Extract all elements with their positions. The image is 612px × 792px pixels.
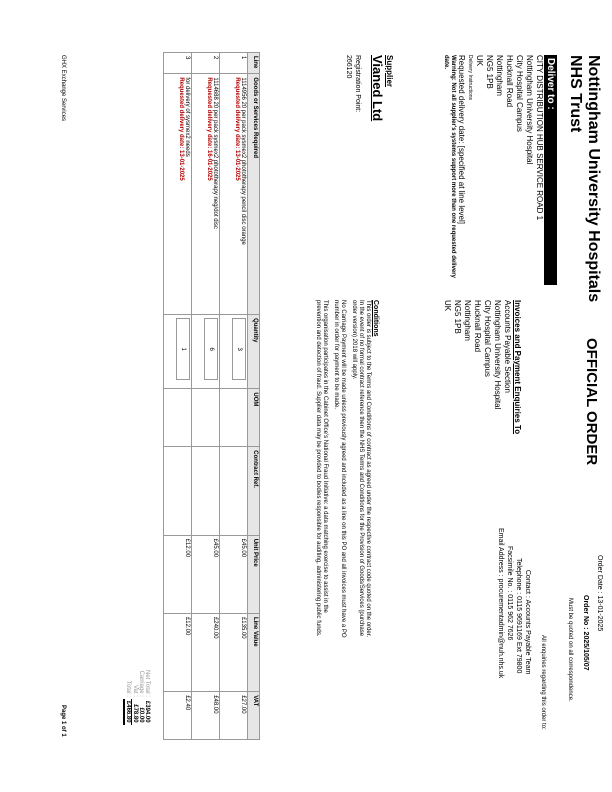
col-line: Line [248, 53, 260, 74]
line-value-value: £12.00 [164, 613, 192, 691]
totals-block [123, 668, 150, 725]
uom-value [164, 389, 192, 447]
deliver-line: CITY DISTRIBUTION HUB SERVICE ROAD 1 [535, 55, 544, 221]
page-number: Page 1 of 1 [60, 705, 66, 737]
supplier-block [344, 55, 394, 121]
table-row [164, 53, 192, 740]
grand-total-value: £466.80 [125, 700, 131, 723]
invoice-label: Invoices and Payment Enquiries To [513, 300, 522, 435]
quantity-value: 6 [204, 318, 218, 380]
uom-value [192, 389, 220, 447]
deliver-line: Nottingham University Hospital [525, 55, 534, 165]
col-line-value: Line Value [248, 613, 260, 691]
quantity-cell [164, 315, 192, 389]
contact-name: Contact : Accounts Payable Team [524, 569, 531, 675]
requested-date: Requested delivery date: 13-01-2025 [234, 77, 240, 181]
quantity-cell [192, 315, 220, 389]
invoice-line: NG5 1PB [453, 300, 462, 334]
deliver-line: Hucknall Road [505, 55, 514, 108]
line-number: 1 [220, 53, 248, 74]
conditions-block [314, 300, 380, 640]
quantity-value: 3 [232, 318, 246, 380]
contact-fax: Facsimile No. : 0115 962 7626 [506, 546, 513, 641]
uom-value [220, 389, 248, 447]
unit-price-value: £45.00 [192, 535, 220, 613]
line-number: 2 [192, 53, 220, 74]
order-lines-table [163, 52, 260, 740]
deliver-to-block [442, 55, 557, 285]
contract-ref-value [192, 447, 220, 535]
col-uom: UOM [248, 389, 260, 447]
invoice-line: Accounts Payable Section [503, 300, 512, 393]
quantity-cell [220, 315, 248, 389]
requested-date: Requested delivery date: 13-01-2025 [178, 77, 184, 181]
page-title: OFFICIAL ORDER [583, 338, 600, 466]
line-number: 3 [164, 53, 192, 74]
col-unit-price: Unit Price [248, 535, 260, 613]
net-total-label: Net Total : [144, 670, 150, 697]
contact-block [538, 635, 547, 730]
delivery-instructions-label: Delivery Instructions [467, 55, 473, 101]
contact-intro: All enquiries regarding this order to: [540, 635, 546, 730]
vat-value: £27.00 [220, 692, 248, 740]
deliver-line: NG5 1PB [485, 55, 494, 89]
conditions-p1: This order is subject to the Terms and Conditions of contract as agreed under the respective contract code quoted on the order. In the event of no formal contract reference then the NHS Terms and Conditions for the Provision of Goods/Services (purchase order version) 2018 will apply. [351, 300, 371, 638]
delivery-warning: Warning: Not all supplier's systems support more than one requested delivery date. [443, 55, 456, 278]
unit-price-value: £45.00 [220, 535, 248, 613]
grand-total-label: Total : [124, 680, 131, 697]
goods-description: 1114956 20 per pack sysmex2 phototherapy pencil disc orange [240, 77, 246, 245]
vat-value: £48.00 [192, 692, 220, 740]
col-quantity: Quantity [248, 315, 260, 389]
col-goods: Goods or Services Required [248, 74, 260, 315]
goods-cell [164, 74, 192, 315]
invoice-block [442, 300, 522, 500]
order-number: Order No : 2025/105/07 [582, 595, 589, 671]
invoice-line: Nottingham [463, 300, 472, 341]
contact-email: Email Address : procurementadmin@nuh.nhs.uk [497, 528, 504, 679]
contract-ref-value [220, 447, 248, 535]
footer-left: GHX Exchange Services [60, 55, 66, 122]
contact-details [496, 528, 532, 678]
table-header-row [248, 53, 260, 740]
invoice-line: Hucknall Road [473, 300, 482, 353]
org-name-line1: Nottingham University Hospitals [585, 55, 602, 303]
org-name-line2: NHS Trust [567, 55, 584, 133]
requested-date: Requested delivery date: 16-01-2025 [206, 77, 212, 181]
net-total-value: £394.00 [144, 700, 150, 723]
conditions-p3: This organisation participates in the Cabinet Office's National Fraud Initiative: a data matching exercise to assist in the prevention and detection of fraud. Supplier data may be provided to bodies responsible for auditing, administering public funds. [315, 300, 328, 637]
contact-telephone: Telephone : 0115 9691169 Ext 79800 [515, 558, 522, 674]
conditions-p2: No Carriage Payment will be made unless previously agreed and included as a line on this PO and all invoices must have a PO number in order for payment to be made. [333, 300, 346, 638]
vat-total-label: Vat : [131, 685, 138, 697]
contract-ref-value [164, 447, 192, 535]
table-row [220, 53, 248, 740]
invoice-line: Nottingham University Hospital [493, 300, 502, 410]
goods-cell [220, 74, 248, 315]
col-vat: VAT [248, 692, 260, 740]
requested-delivery: Requested delivery date: [specified at line level] [457, 55, 466, 224]
line-value-value: £135.00 [220, 613, 248, 691]
registration-label: Registration Point: [354, 55, 361, 113]
vat-value: £2.40 [164, 692, 192, 740]
goods-cell [192, 74, 220, 315]
carriage-label: Carriage : [138, 670, 144, 697]
carriage-value: £0.00 [138, 707, 144, 723]
registration-number: 266120 [345, 55, 352, 79]
col-contract-ref: Contract Ref. [248, 447, 260, 535]
unit-price-value: £12.00 [164, 535, 192, 613]
conditions-label: Conditions [372, 300, 379, 337]
line-value-value: £240.00 [192, 613, 220, 691]
deliver-line: City Hospital Campus [515, 55, 524, 132]
quantity-value: 1 [176, 318, 190, 380]
order-note: Must be quoted on all correspondence. [567, 598, 573, 702]
supplier-name: Vianed Ltd [370, 55, 385, 122]
deliver-to-label: Deliver to : [544, 55, 557, 285]
goods-description: 1114688 20 per pack sysmex2 phototherapy neg/dot disc [212, 77, 218, 229]
supplier-label: Supplier [385, 55, 394, 88]
invoice-line: UK [443, 300, 452, 312]
table-row [192, 53, 220, 740]
order-date: Order Date : 13-01-2025 [596, 555, 603, 632]
deliver-line: UK [475, 55, 484, 67]
goods-description: for delivery of sysmex2 needs [184, 77, 190, 157]
vat-total-value: £78.80 [132, 704, 138, 723]
invoice-line: City Hospital Campus [483, 300, 492, 377]
deliver-line: Nottingham [495, 55, 504, 96]
